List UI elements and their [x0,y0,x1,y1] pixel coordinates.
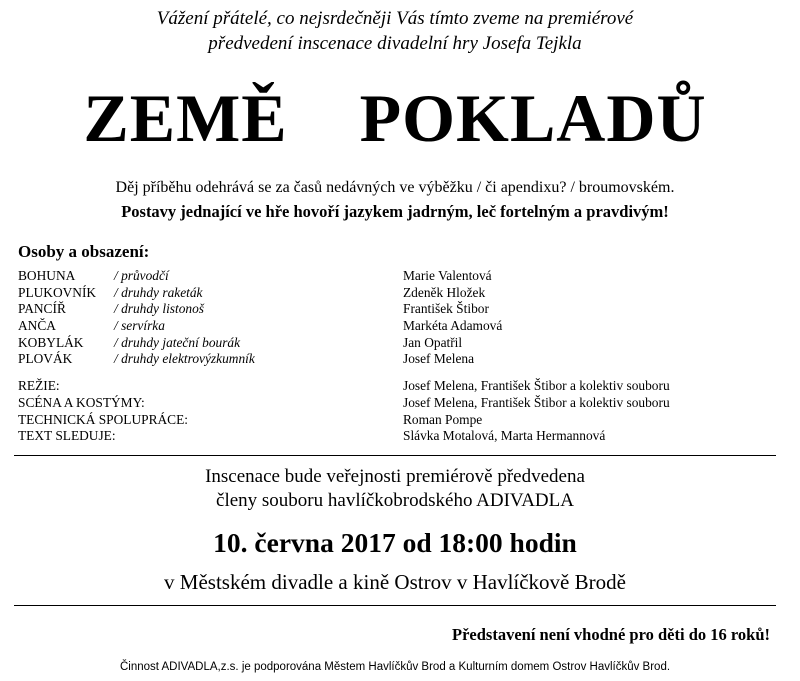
invitation-intro [0,6,790,56]
actor-name: František Štibor [403,301,489,317]
plot-line-1: Děj příběhu odehrává se za časů nedávných ve výběžku / či apendixu? / broumovském. [115,179,675,196]
character-name: PANCÍŘ [18,301,66,317]
character-role: / druhdy jateční bourák [114,334,241,350]
intro-line-1: Vážení přátelé, co nejsrdečněji Vás tímto zveme na premiérové [156,8,634,29]
plot-line-2: Postavy jednající ve hře hovoří jazykem jadrným, leč fortelným a pravdivým! [121,202,669,221]
character-role: / druhdy raketák [114,284,203,300]
divider-bottom [14,605,776,606]
intro-line-2: předvedení inscenace divadelní hry Josefa Tejkla [208,33,582,54]
character-role: / druhdy listonoš [114,301,205,317]
actor-name: Zdeněk Hložek [403,284,486,300]
character-name: PLOVÁK [18,351,73,367]
crew-value: Josef Melena, František Štibor a kolektiv souboru [403,394,670,410]
premiere-date: 10. června 2017 od 18:00 hodin [213,527,577,558]
cast-heading: Osoby a obsazení: [18,242,150,261]
crew-value: Josef Melena, František Štibor a kolektiv souboru [403,378,670,394]
sponsor-footer: Činnost ADIVADLA,z.s. je podporována Městem Havlíčkův Brod a Kulturním domem Ostrov Havlíčkův Brod. [119,661,671,673]
character-name: PLUKOVNÍK [18,284,97,300]
premiere-announcement [0,465,790,513]
divider-top [14,455,776,456]
age-warning: Představení není vhodné pro děti do 16 roků! [452,625,770,644]
character-name: ANČA [18,318,56,334]
crew-value: Roman Pompe [403,411,483,427]
premiere-line-2: členy souboru havlíčkobrodského ADIVADLA [216,490,574,511]
crew-label: TECHNICKÁ SPOLUPRÁCE: [18,411,189,427]
actor-name: Josef Melena [403,351,475,367]
crew-value: Slávka Motalová, Marta Hermannová [403,428,606,444]
character-name: BOHUNA [18,268,76,283]
character-name: KOBYLÁK [18,334,84,350]
crew-label: TEXT SLEDUJE: [18,428,116,444]
venue: v Městském divadle a kině Ostrov v Havlíčkově Brodě [164,570,626,594]
actor-name: Marie Valentová [403,268,492,283]
character-role: / servírka [114,318,165,334]
crew-label: SCÉNA A KOSTÝMY: [18,394,145,410]
play-title: ZEMĚ POKLADŮ [83,80,707,156]
crew-label: REŽIE: [18,378,60,394]
premiere-line-1: Inscenace bude veřejnosti premiérově předvedena [205,466,585,487]
character-role: / druhdy elektrovýzkumník [114,351,255,367]
actor-name: Markéta Adamová [403,318,503,334]
character-role: / průvodčí [114,268,169,283]
plot-description [0,176,790,224]
actor-name: Jan Opatřil [403,334,463,350]
